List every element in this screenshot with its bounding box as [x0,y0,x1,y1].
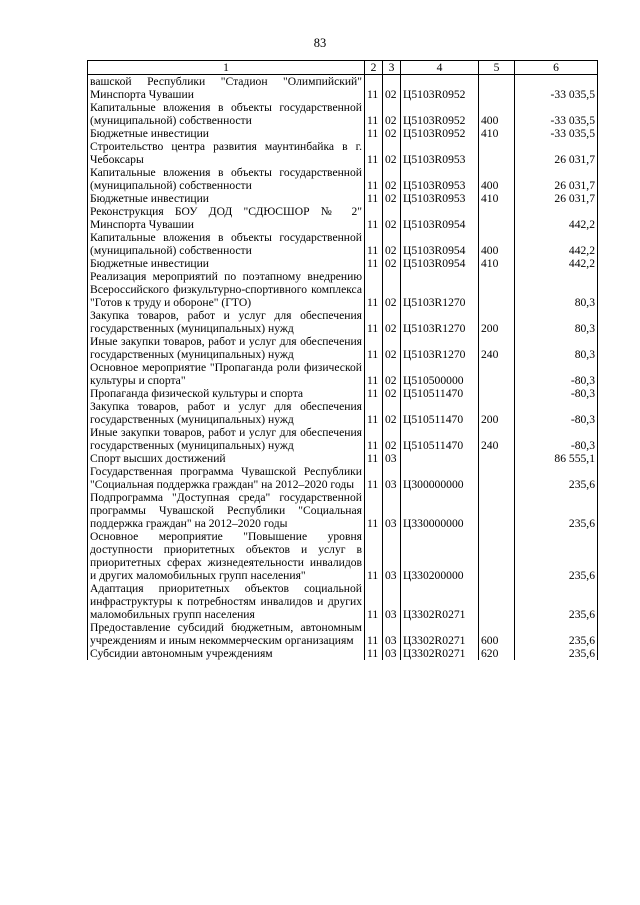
table-row [88,621,598,647]
row-subsection-cell: 02 [383,257,401,270]
row-target-code-cell: Ц300000000 [401,465,479,491]
header-cell: 2 [365,61,383,75]
row-target-code-cell: Ц3302R0271 [401,621,479,647]
row-amount-cell: -33 035,5 [515,75,598,102]
row-section-cell: 11 [365,309,383,335]
row-amount-cell: -80,3 [515,426,598,452]
row-expense-type-cell [479,491,515,530]
row-amount-cell: 235,6 [515,647,598,660]
row-section-cell: 11 [365,491,383,530]
row-target-code-cell: Ц5103R1270 [401,309,479,335]
row-name-cell: Реконструкция БОУ ДОД "СДЮСШОР № 2" Минспорта Чувашии [88,205,365,231]
row-amount-cell: 235,6 [515,530,598,582]
row-section-cell: 11 [365,257,383,270]
row-subsection-cell: 02 [383,400,401,426]
table-row [88,582,598,621]
row-subsection-cell: 02 [383,192,401,205]
row-target-code-cell: Ц3302R0271 [401,582,479,621]
row-name-cell: Пропаганда физической культуры и спорта [88,387,365,400]
row-subsection-cell: 02 [383,166,401,192]
table-row [88,257,598,270]
row-name-cell: Бюджетные инвестиции [88,257,365,270]
table-row [88,270,598,309]
row-amount-cell: 442,2 [515,231,598,257]
row-section-cell: 11 [365,75,383,102]
row-amount-cell: 80,3 [515,335,598,361]
row-target-code-cell [401,452,479,465]
row-expense-type-cell [479,530,515,582]
table-row [88,452,598,465]
row-name-cell: Бюджетные инвестиции [88,127,365,140]
row-name-cell: Субсидии автономным учреждениям [88,647,365,660]
row-section-cell: 11 [365,621,383,647]
row-expense-type-cell [479,452,515,465]
header-cell: 1 [88,61,365,75]
row-expense-type-cell: 200 [479,400,515,426]
row-expense-type-cell: 600 [479,621,515,647]
table-row [88,491,598,530]
row-target-code-cell: Ц5103R0954 [401,231,479,257]
row-name-cell: Спорт высших достижений [88,452,365,465]
row-amount-cell: 80,3 [515,309,598,335]
row-amount-cell: -33 035,5 [515,101,598,127]
row-expense-type-cell: 400 [479,166,515,192]
row-name-cell: Капитальные вложения в объекты государственной (муниципальной) собственности [88,231,365,257]
row-target-code-cell: Ц330000000 [401,491,479,530]
row-section-cell: 11 [365,231,383,257]
row-section-cell: 11 [365,426,383,452]
row-section-cell: 11 [365,361,383,387]
row-subsection-cell: 02 [383,335,401,361]
row-section-cell: 11 [365,127,383,140]
row-target-code-cell: Ц510511470 [401,387,479,400]
row-amount-cell: 86 555,1 [515,452,598,465]
row-expense-type-cell [479,582,515,621]
row-subsection-cell: 02 [383,270,401,309]
row-amount-cell: 442,2 [515,257,598,270]
table-row [88,231,598,257]
table-row [88,192,598,205]
row-section-cell: 11 [365,465,383,491]
row-expense-type-cell: 240 [479,426,515,452]
row-amount-cell: 442,2 [515,205,598,231]
row-target-code-cell: Ц3302R0271 [401,647,479,660]
row-amount-cell: -80,3 [515,387,598,400]
header-cell: 3 [383,61,401,75]
row-expense-type-cell [479,205,515,231]
row-target-code-cell: Ц5103R0953 [401,166,479,192]
table-row [88,335,598,361]
table-row [88,140,598,166]
row-subsection-cell: 02 [383,426,401,452]
table-row [88,361,598,387]
row-subsection-cell: 02 [383,309,401,335]
row-name-cell: Реализация мероприятий по поэтапному внедрению Всероссийского физкультурно-спортивного комплекса "Готов к труду и обороне" (ГТО) [88,270,365,309]
row-section-cell: 11 [365,530,383,582]
row-expense-type-cell [479,140,515,166]
header-cell: 4 [401,61,479,75]
row-section-cell: 11 [365,452,383,465]
row-name-cell: вашской Республики "Стадион "Олимпийский" Минспорта Чувашии [88,75,365,102]
row-target-code-cell: Ц510511470 [401,426,479,452]
row-name-cell: Строительство центра развития маунтинбайка в г. Чебоксары [88,140,365,166]
row-name-cell: Иные закупки товаров, работ и услуг для обеспечения государственных (муниципальных) нужд [88,335,365,361]
row-amount-cell: -80,3 [515,361,598,387]
budget-table [87,60,598,660]
row-section-cell: 11 [365,400,383,426]
table-body [88,75,598,661]
table-row [88,465,598,491]
row-target-code-cell: Ц5103R0953 [401,140,479,166]
row-name-cell: Бюджетные инвестиции [88,192,365,205]
row-section-cell: 11 [365,192,383,205]
header-cell: 6 [515,61,598,75]
row-amount-cell: -80,3 [515,400,598,426]
row-subsection-cell: 02 [383,75,401,102]
row-expense-type-cell: 410 [479,192,515,205]
row-name-cell: Иные закупки товаров, работ и услуг для обеспечения государственных (муниципальных) нужд [88,426,365,452]
row-name-cell: Капитальные вложения в объекты государственной (муниципальной) собственности [88,166,365,192]
table-row [88,101,598,127]
row-subsection-cell: 02 [383,361,401,387]
row-expense-type-cell: 410 [479,127,515,140]
row-section-cell: 11 [365,101,383,127]
row-expense-type-cell [479,270,515,309]
table-row [88,309,598,335]
row-name-cell: Государственная программа Чувашской Республики "Социальная поддержка граждан" на 2012–2020 годы [88,465,365,491]
row-expense-type-cell: 240 [479,335,515,361]
table-row [88,127,598,140]
row-subsection-cell: 02 [383,387,401,400]
row-target-code-cell: Ц5103R0952 [401,75,479,102]
row-section-cell: 11 [365,335,383,361]
row-subsection-cell: 03 [383,621,401,647]
row-subsection-cell: 03 [383,647,401,660]
row-target-code-cell: Ц5103R0952 [401,127,479,140]
row-expense-type-cell: 410 [479,257,515,270]
row-amount-cell: 80,3 [515,270,598,309]
row-expense-type-cell [479,75,515,102]
row-name-cell: Закупка товаров, работ и услуг для обеспечения государственных (муниципальных) нужд [88,309,365,335]
table-row [88,166,598,192]
row-expense-type-cell [479,465,515,491]
table-row [88,75,598,102]
row-section-cell: 11 [365,270,383,309]
row-section-cell: 11 [365,205,383,231]
row-target-code-cell: Ц330200000 [401,530,479,582]
row-subsection-cell: 03 [383,582,401,621]
row-expense-type-cell [479,361,515,387]
row-expense-type-cell: 620 [479,647,515,660]
row-amount-cell: 235,6 [515,465,598,491]
table-row [88,205,598,231]
row-name-cell: Предоставление субсидий бюджетным, автономным учреждениям и иным некоммерческим организациям [88,621,365,647]
row-target-code-cell: Ц510500000 [401,361,479,387]
row-section-cell: 11 [365,140,383,166]
table-row [88,400,598,426]
table-header-row [88,61,598,75]
row-name-cell: Основное мероприятие "Пропаганда роли физической культуры и спорта" [88,361,365,387]
row-subsection-cell: 02 [383,101,401,127]
row-subsection-cell: 02 [383,127,401,140]
row-amount-cell: -33 035,5 [515,127,598,140]
row-section-cell: 11 [365,647,383,660]
row-section-cell: 11 [365,582,383,621]
row-target-code-cell: Ц5103R1270 [401,335,479,361]
row-expense-type-cell [479,387,515,400]
row-name-cell: Основное мероприятие "Повышение уровня доступности приоритетных объектов и услуг в приоритетных сферах жизнедеятельности инвалидов и других маломобильных групп населения" [88,530,365,582]
table-row [88,426,598,452]
row-expense-type-cell: 400 [479,231,515,257]
row-target-code-cell: Ц5103R0954 [401,205,479,231]
row-amount-cell: 26 031,7 [515,166,598,192]
row-section-cell: 11 [365,387,383,400]
row-subsection-cell: 03 [383,452,401,465]
row-amount-cell: 26 031,7 [515,140,598,166]
row-target-code-cell: Ц5103R0952 [401,101,479,127]
row-name-cell: Закупка товаров, работ и услуг для обеспечения государственных (муниципальных) нужд [88,400,365,426]
row-amount-cell: 26 031,7 [515,192,598,205]
row-target-code-cell: Ц5103R0953 [401,192,479,205]
row-subsection-cell: 03 [383,491,401,530]
table-row [88,387,598,400]
row-target-code-cell: Ц510511470 [401,400,479,426]
table-row [88,647,598,660]
row-subsection-cell: 02 [383,140,401,166]
row-section-cell: 11 [365,166,383,192]
row-expense-type-cell: 400 [479,101,515,127]
row-subsection-cell: 02 [383,231,401,257]
row-target-code-cell: Ц5103R0954 [401,257,479,270]
row-target-code-cell: Ц5103R1270 [401,270,479,309]
row-amount-cell: 235,6 [515,582,598,621]
table-row [88,530,598,582]
row-subsection-cell: 03 [383,465,401,491]
row-expense-type-cell: 200 [479,309,515,335]
row-amount-cell: 235,6 [515,621,598,647]
header-cell: 5 [479,61,515,75]
row-subsection-cell: 02 [383,205,401,231]
row-name-cell: Подпрограмма "Доступная среда" государственной программы Чувашской Республики "Социальная поддержка граждан" на 2012–2020 годы [88,491,365,530]
page-number: 83 [313,36,327,50]
row-amount-cell: 235,6 [515,491,598,530]
row-name-cell: Адаптация приоритетных объектов социальной инфраструктуры к потребностям инвалидов и других маломобильных групп населения [88,582,365,621]
row-name-cell: Капитальные вложения в объекты государственной (муниципальной) собственности [88,101,365,127]
row-subsection-cell: 03 [383,530,401,582]
